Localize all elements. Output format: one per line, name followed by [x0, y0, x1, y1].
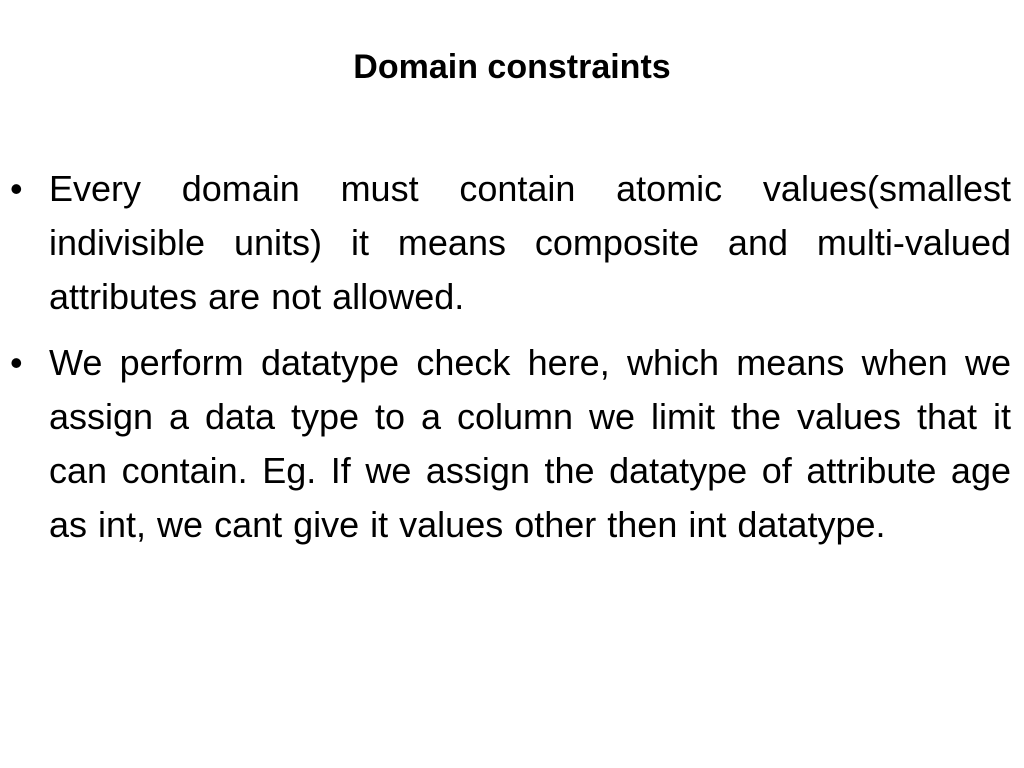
bullet-item — [0, 162, 1024, 324]
bullet-list — [0, 162, 1024, 564]
bullet-item — [0, 336, 1024, 552]
bullet-text: Every domain must contain atomic values(smallest indivisible units) it means composite and multi-valued attributes are not allowed. — [49, 168, 1011, 317]
slide-title: Domain constraints — [353, 48, 671, 86]
bullet-text: We perform datatype check here, which means when we assign a data type to a column we limit the values that it can contain. Eg. If we assign the datatype of attribute age as int, we cant give it values other then int datatype. — [49, 342, 1011, 545]
bullet-icon: • — [10, 168, 23, 209]
bullet-icon: • — [10, 342, 23, 383]
